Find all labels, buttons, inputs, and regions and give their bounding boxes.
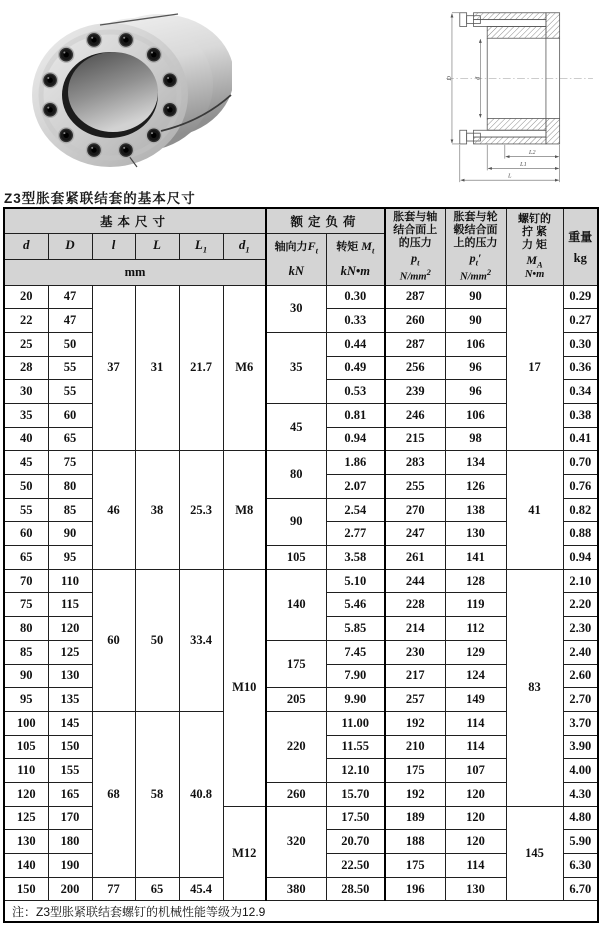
cell-axial-force: 35 bbox=[266, 332, 326, 403]
cell-torque: 2.54 bbox=[326, 498, 385, 522]
cell-tightening-torque: 41 bbox=[506, 451, 563, 569]
cell-pressure-shaft: 210 bbox=[385, 735, 445, 759]
cell-torque: 2.77 bbox=[326, 522, 385, 546]
cell-weight: 0.30 bbox=[563, 332, 598, 356]
cell-pressure-shaft: 244 bbox=[385, 569, 445, 593]
cell-pressure-hub: 130 bbox=[445, 877, 506, 901]
cell-torque: 3.58 bbox=[326, 546, 385, 570]
cell-weight: 0.36 bbox=[563, 356, 598, 380]
cell-d: 20 bbox=[4, 285, 48, 309]
cell-pressure-hub: 119 bbox=[445, 593, 506, 617]
bore bbox=[68, 52, 158, 132]
cell-L1: 45.4 bbox=[179, 877, 223, 901]
cell-pressure-shaft: 256 bbox=[385, 356, 445, 380]
cell-pressure-hub: 90 bbox=[445, 285, 506, 309]
dim-label-d: d bbox=[474, 76, 482, 80]
cell-weight: 0.88 bbox=[563, 522, 598, 546]
cell-D: 95 bbox=[48, 546, 92, 570]
cell-weight: 3.90 bbox=[563, 735, 598, 759]
cell-d: 60 bbox=[4, 522, 48, 546]
cell-L: 31 bbox=[135, 285, 179, 451]
cell-D: 130 bbox=[48, 664, 92, 688]
cell-pressure-hub: 130 bbox=[445, 522, 506, 546]
cell-pressure-shaft: 214 bbox=[385, 617, 445, 641]
col-header-l: l bbox=[92, 233, 135, 259]
table-note-row bbox=[4, 901, 598, 922]
cell-weight: 0.38 bbox=[563, 403, 598, 427]
cell-L: 50 bbox=[135, 569, 179, 711]
cell-L1: 40.8 bbox=[179, 711, 223, 877]
header-screw-tightening-torque: 螺钉的 拧 紧 力 矩 $M_A$ N•m bbox=[506, 208, 563, 285]
cell-torque: 1.86 bbox=[326, 451, 385, 475]
cell-d: 95 bbox=[4, 688, 48, 712]
cell-torque: 0.44 bbox=[326, 332, 385, 356]
cell-weight: 2.60 bbox=[563, 664, 598, 688]
cell-d: 150 bbox=[4, 877, 48, 901]
cell-D: 120 bbox=[48, 617, 92, 641]
col-header-D: D bbox=[48, 233, 92, 259]
cell-D: 165 bbox=[48, 782, 92, 806]
cell-l: 46 bbox=[92, 451, 135, 569]
cell-pressure-shaft: 175 bbox=[385, 854, 445, 878]
cell-pressure-shaft: 287 bbox=[385, 285, 445, 309]
cell-torque: 0.81 bbox=[326, 403, 385, 427]
cell-weight: 3.70 bbox=[563, 711, 598, 735]
cell-weight: 2.30 bbox=[563, 617, 598, 641]
cell-pressure-hub: 120 bbox=[445, 830, 506, 854]
cell-l: 60 bbox=[92, 569, 135, 711]
cell-L: 38 bbox=[135, 451, 179, 569]
cell-pressure-shaft: 196 bbox=[385, 877, 445, 901]
cell-torque: 12.10 bbox=[326, 759, 385, 783]
cell-l: 68 bbox=[92, 711, 135, 877]
cell-D: 135 bbox=[48, 688, 92, 712]
cell-d: 70 bbox=[4, 569, 48, 593]
cell-torque: 5.46 bbox=[326, 593, 385, 617]
cell-D: 200 bbox=[48, 877, 92, 901]
header-row-1 bbox=[4, 208, 598, 233]
cell-D: 65 bbox=[48, 427, 92, 451]
cell-axial-force: 105 bbox=[266, 546, 326, 570]
cell-pressure-hub: 114 bbox=[445, 711, 506, 735]
cell-weight: 6.70 bbox=[563, 877, 598, 901]
cell-pressure-shaft: 283 bbox=[385, 451, 445, 475]
col-header-torque: 转矩 $M_t$ kN•m bbox=[326, 233, 385, 285]
cell-pressure-hub: 149 bbox=[445, 688, 506, 712]
cell-pressure-shaft: 257 bbox=[385, 688, 445, 712]
cell-weight: 2.70 bbox=[563, 688, 598, 712]
cell-pressure-shaft: 175 bbox=[385, 759, 445, 783]
cell-torque: 11.00 bbox=[326, 711, 385, 735]
col-header-d: d bbox=[4, 233, 48, 259]
col-header-d1: $d_1$ bbox=[223, 233, 266, 259]
cell-pressure-hub: 112 bbox=[445, 617, 506, 641]
cell-pressure-hub: 107 bbox=[445, 759, 506, 783]
cell-pressure-shaft: 261 bbox=[385, 546, 445, 570]
cell-torque: 11.55 bbox=[326, 735, 385, 759]
cell-pressure-shaft: 189 bbox=[385, 806, 445, 830]
cell-D: 85 bbox=[48, 498, 92, 522]
cell-tightening-torque: 17 bbox=[506, 285, 563, 451]
cell-pressure-hub: 124 bbox=[445, 664, 506, 688]
header-mm-unit: mm bbox=[4, 259, 266, 285]
cell-D: 125 bbox=[48, 640, 92, 664]
cell-d: 22 bbox=[4, 309, 48, 333]
cell-d1: M12 bbox=[223, 806, 266, 901]
cell-pressure-hub: 106 bbox=[445, 403, 506, 427]
cell-d: 65 bbox=[4, 546, 48, 570]
screw-top bbox=[460, 13, 467, 27]
cell-torque: 9.90 bbox=[326, 688, 385, 712]
cell-d: 140 bbox=[4, 854, 48, 878]
cell-weight: 4.30 bbox=[563, 782, 598, 806]
cell-D: 55 bbox=[48, 356, 92, 380]
cell-weight: 0.82 bbox=[563, 498, 598, 522]
cell-d: 30 bbox=[4, 380, 48, 404]
dim-label-L2: L2 bbox=[528, 149, 536, 157]
cell-pressure-shaft: 230 bbox=[385, 640, 445, 664]
cell-D: 80 bbox=[48, 475, 92, 499]
cell-pressure-hub: 120 bbox=[445, 782, 506, 806]
header-pressure-hub: 胀套与轮 毂结合面 上的压力 $p_t'$ $N/mm^2$ bbox=[445, 208, 506, 285]
cell-weight: 4.80 bbox=[563, 806, 598, 830]
dim-label-L1: L1 bbox=[520, 160, 527, 168]
cell-weight: 0.27 bbox=[563, 309, 598, 333]
cell-d: 80 bbox=[4, 617, 48, 641]
cell-pressure-hub: 128 bbox=[445, 569, 506, 593]
cell-pressure-shaft: 260 bbox=[385, 309, 445, 333]
cell-D: 145 bbox=[48, 711, 92, 735]
cell-axial-force: 45 bbox=[266, 403, 326, 450]
cell-pressure-hub: 90 bbox=[445, 309, 506, 333]
cell-d: 50 bbox=[4, 475, 48, 499]
cell-axial-force: 320 bbox=[266, 806, 326, 877]
dim-label-D: D bbox=[445, 76, 453, 81]
header-weight: 重量 kg bbox=[563, 208, 598, 285]
product-photo bbox=[10, 0, 232, 188]
header-basic-dimensions: 基本尺寸 bbox=[4, 208, 266, 233]
cell-d: 40 bbox=[4, 427, 48, 451]
cell-pressure-shaft: 287 bbox=[385, 332, 445, 356]
cell-axial-force: 205 bbox=[266, 688, 326, 712]
cell-pressure-hub: 141 bbox=[445, 546, 506, 570]
cell-D: 60 bbox=[48, 403, 92, 427]
cell-d: 28 bbox=[4, 356, 48, 380]
col-header-L: L bbox=[135, 233, 179, 259]
cell-weight: 4.00 bbox=[563, 759, 598, 783]
cell-D: 75 bbox=[48, 451, 92, 475]
col-header-axial-force: 轴向力$F_t$ kN bbox=[266, 233, 326, 285]
screw-bottom bbox=[460, 130, 467, 144]
cell-pressure-shaft: 228 bbox=[385, 593, 445, 617]
cell-pressure-shaft: 255 bbox=[385, 475, 445, 499]
cell-l: 37 bbox=[92, 285, 135, 451]
cell-weight: 0.94 bbox=[563, 546, 598, 570]
cell-D: 155 bbox=[48, 759, 92, 783]
cell-pressure-shaft: 246 bbox=[385, 403, 445, 427]
cell-pressure-hub: 129 bbox=[445, 640, 506, 664]
page-title: Z3型胀套紧联结套的基本尺寸 bbox=[4, 191, 196, 206]
cell-weight: 6.30 bbox=[563, 854, 598, 878]
cell-D: 180 bbox=[48, 830, 92, 854]
cell-d: 75 bbox=[4, 593, 48, 617]
cell-D: 150 bbox=[48, 735, 92, 759]
cell-torque: 17.50 bbox=[326, 806, 385, 830]
cell-D: 50 bbox=[48, 332, 92, 356]
cell-pressure-hub: 114 bbox=[445, 735, 506, 759]
cell-tightening-torque: 145 bbox=[506, 806, 563, 901]
cell-d1: M10 bbox=[223, 569, 266, 806]
cell-torque: 0.33 bbox=[326, 309, 385, 333]
cell-pressure-hub: 106 bbox=[445, 332, 506, 356]
cell-tightening-torque: 83 bbox=[506, 569, 563, 806]
cell-pressure-shaft: 215 bbox=[385, 427, 445, 451]
cell-L: 58 bbox=[135, 711, 179, 877]
header-rated-load: 额定负荷 bbox=[266, 208, 385, 233]
cell-torque: 2.07 bbox=[326, 475, 385, 499]
table-row bbox=[4, 285, 598, 309]
cell-d: 90 bbox=[4, 664, 48, 688]
cell-weight: 5.90 bbox=[563, 830, 598, 854]
cell-weight: 0.70 bbox=[563, 451, 598, 475]
table-row bbox=[4, 569, 598, 593]
cell-d: 100 bbox=[4, 711, 48, 735]
cell-pressure-hub: 138 bbox=[445, 498, 506, 522]
cell-pressure-shaft: 192 bbox=[385, 711, 445, 735]
cell-d: 45 bbox=[4, 451, 48, 475]
cell-axial-force: 380 bbox=[266, 877, 326, 901]
cell-d1: M6 bbox=[223, 285, 266, 451]
cell-axial-force: 30 bbox=[266, 285, 326, 332]
cell-torque: 20.70 bbox=[326, 830, 385, 854]
dim-label-L: L bbox=[507, 172, 512, 180]
cell-torque: 15.70 bbox=[326, 782, 385, 806]
cell-torque: 7.90 bbox=[326, 664, 385, 688]
spec-table bbox=[3, 207, 599, 923]
cell-axial-force: 90 bbox=[266, 498, 326, 545]
cell-d: 85 bbox=[4, 640, 48, 664]
header-pressure-shaft: 胀套与轴 结合面上 的压力 $p_t$ $N/mm^2$ bbox=[385, 208, 445, 285]
cell-torque: 0.30 bbox=[326, 285, 385, 309]
cell-weight: 0.29 bbox=[563, 285, 598, 309]
table-row bbox=[4, 451, 598, 475]
cell-D: 190 bbox=[48, 854, 92, 878]
cell-pressure-shaft: 270 bbox=[385, 498, 445, 522]
cell-axial-force: 140 bbox=[266, 569, 326, 640]
cell-pressure-hub: 114 bbox=[445, 854, 506, 878]
cell-L1: 25.3 bbox=[179, 451, 223, 569]
cell-torque: 28.50 bbox=[326, 877, 385, 901]
cell-torque: 7.45 bbox=[326, 640, 385, 664]
cell-D: 90 bbox=[48, 522, 92, 546]
cell-pressure-hub: 134 bbox=[445, 451, 506, 475]
cell-weight: 0.76 bbox=[563, 475, 598, 499]
cell-d1: M8 bbox=[223, 451, 266, 569]
col-header-L1: $L_1$ bbox=[179, 233, 223, 259]
cell-d: 55 bbox=[4, 498, 48, 522]
cell-pressure-hub: 98 bbox=[445, 427, 506, 451]
cell-pressure-hub: 120 bbox=[445, 806, 506, 830]
cell-D: 55 bbox=[48, 380, 92, 404]
cell-l: 77 bbox=[92, 877, 135, 901]
cell-weight: 0.41 bbox=[563, 427, 598, 451]
cell-D: 115 bbox=[48, 593, 92, 617]
cell-pressure-shaft: 188 bbox=[385, 830, 445, 854]
cell-d: 105 bbox=[4, 735, 48, 759]
cell-weight: 0.34 bbox=[563, 380, 598, 404]
cell-pressure-shaft: 239 bbox=[385, 380, 445, 404]
cell-torque: 0.53 bbox=[326, 380, 385, 404]
cell-d: 130 bbox=[4, 830, 48, 854]
cell-pressure-hub: 96 bbox=[445, 380, 506, 404]
cell-d: 110 bbox=[4, 759, 48, 783]
cell-D: 47 bbox=[48, 285, 92, 309]
cell-d: 35 bbox=[4, 403, 48, 427]
cell-L1: 33.4 bbox=[179, 569, 223, 711]
cell-torque: 0.94 bbox=[326, 427, 385, 451]
cell-pressure-shaft: 247 bbox=[385, 522, 445, 546]
table-note: 注：Z3型胀紧联结套螺钉的机械性能等级为12.9 bbox=[4, 901, 598, 922]
cell-pressure-hub: 126 bbox=[445, 475, 506, 499]
cell-L1: 21.7 bbox=[179, 285, 223, 451]
cell-torque: 5.10 bbox=[326, 569, 385, 593]
cell-d: 125 bbox=[4, 806, 48, 830]
cell-axial-force: 260 bbox=[266, 782, 326, 806]
cell-pressure-shaft: 192 bbox=[385, 782, 445, 806]
technical-drawing bbox=[444, 2, 596, 188]
cell-weight: 2.20 bbox=[563, 593, 598, 617]
cell-d: 25 bbox=[4, 332, 48, 356]
cell-weight: 2.10 bbox=[563, 569, 598, 593]
cell-torque: 0.49 bbox=[326, 356, 385, 380]
cell-L: 65 bbox=[135, 877, 179, 901]
cell-axial-force: 220 bbox=[266, 711, 326, 782]
cell-D: 47 bbox=[48, 309, 92, 333]
cell-weight: 2.40 bbox=[563, 640, 598, 664]
cell-axial-force: 175 bbox=[266, 640, 326, 687]
cell-d: 120 bbox=[4, 782, 48, 806]
cell-pressure-hub: 96 bbox=[445, 356, 506, 380]
cell-D: 170 bbox=[48, 806, 92, 830]
cell-axial-force: 80 bbox=[266, 451, 326, 498]
cell-torque: 22.50 bbox=[326, 854, 385, 878]
cell-pressure-shaft: 217 bbox=[385, 664, 445, 688]
cell-D: 110 bbox=[48, 569, 92, 593]
cell-torque: 5.85 bbox=[326, 617, 385, 641]
